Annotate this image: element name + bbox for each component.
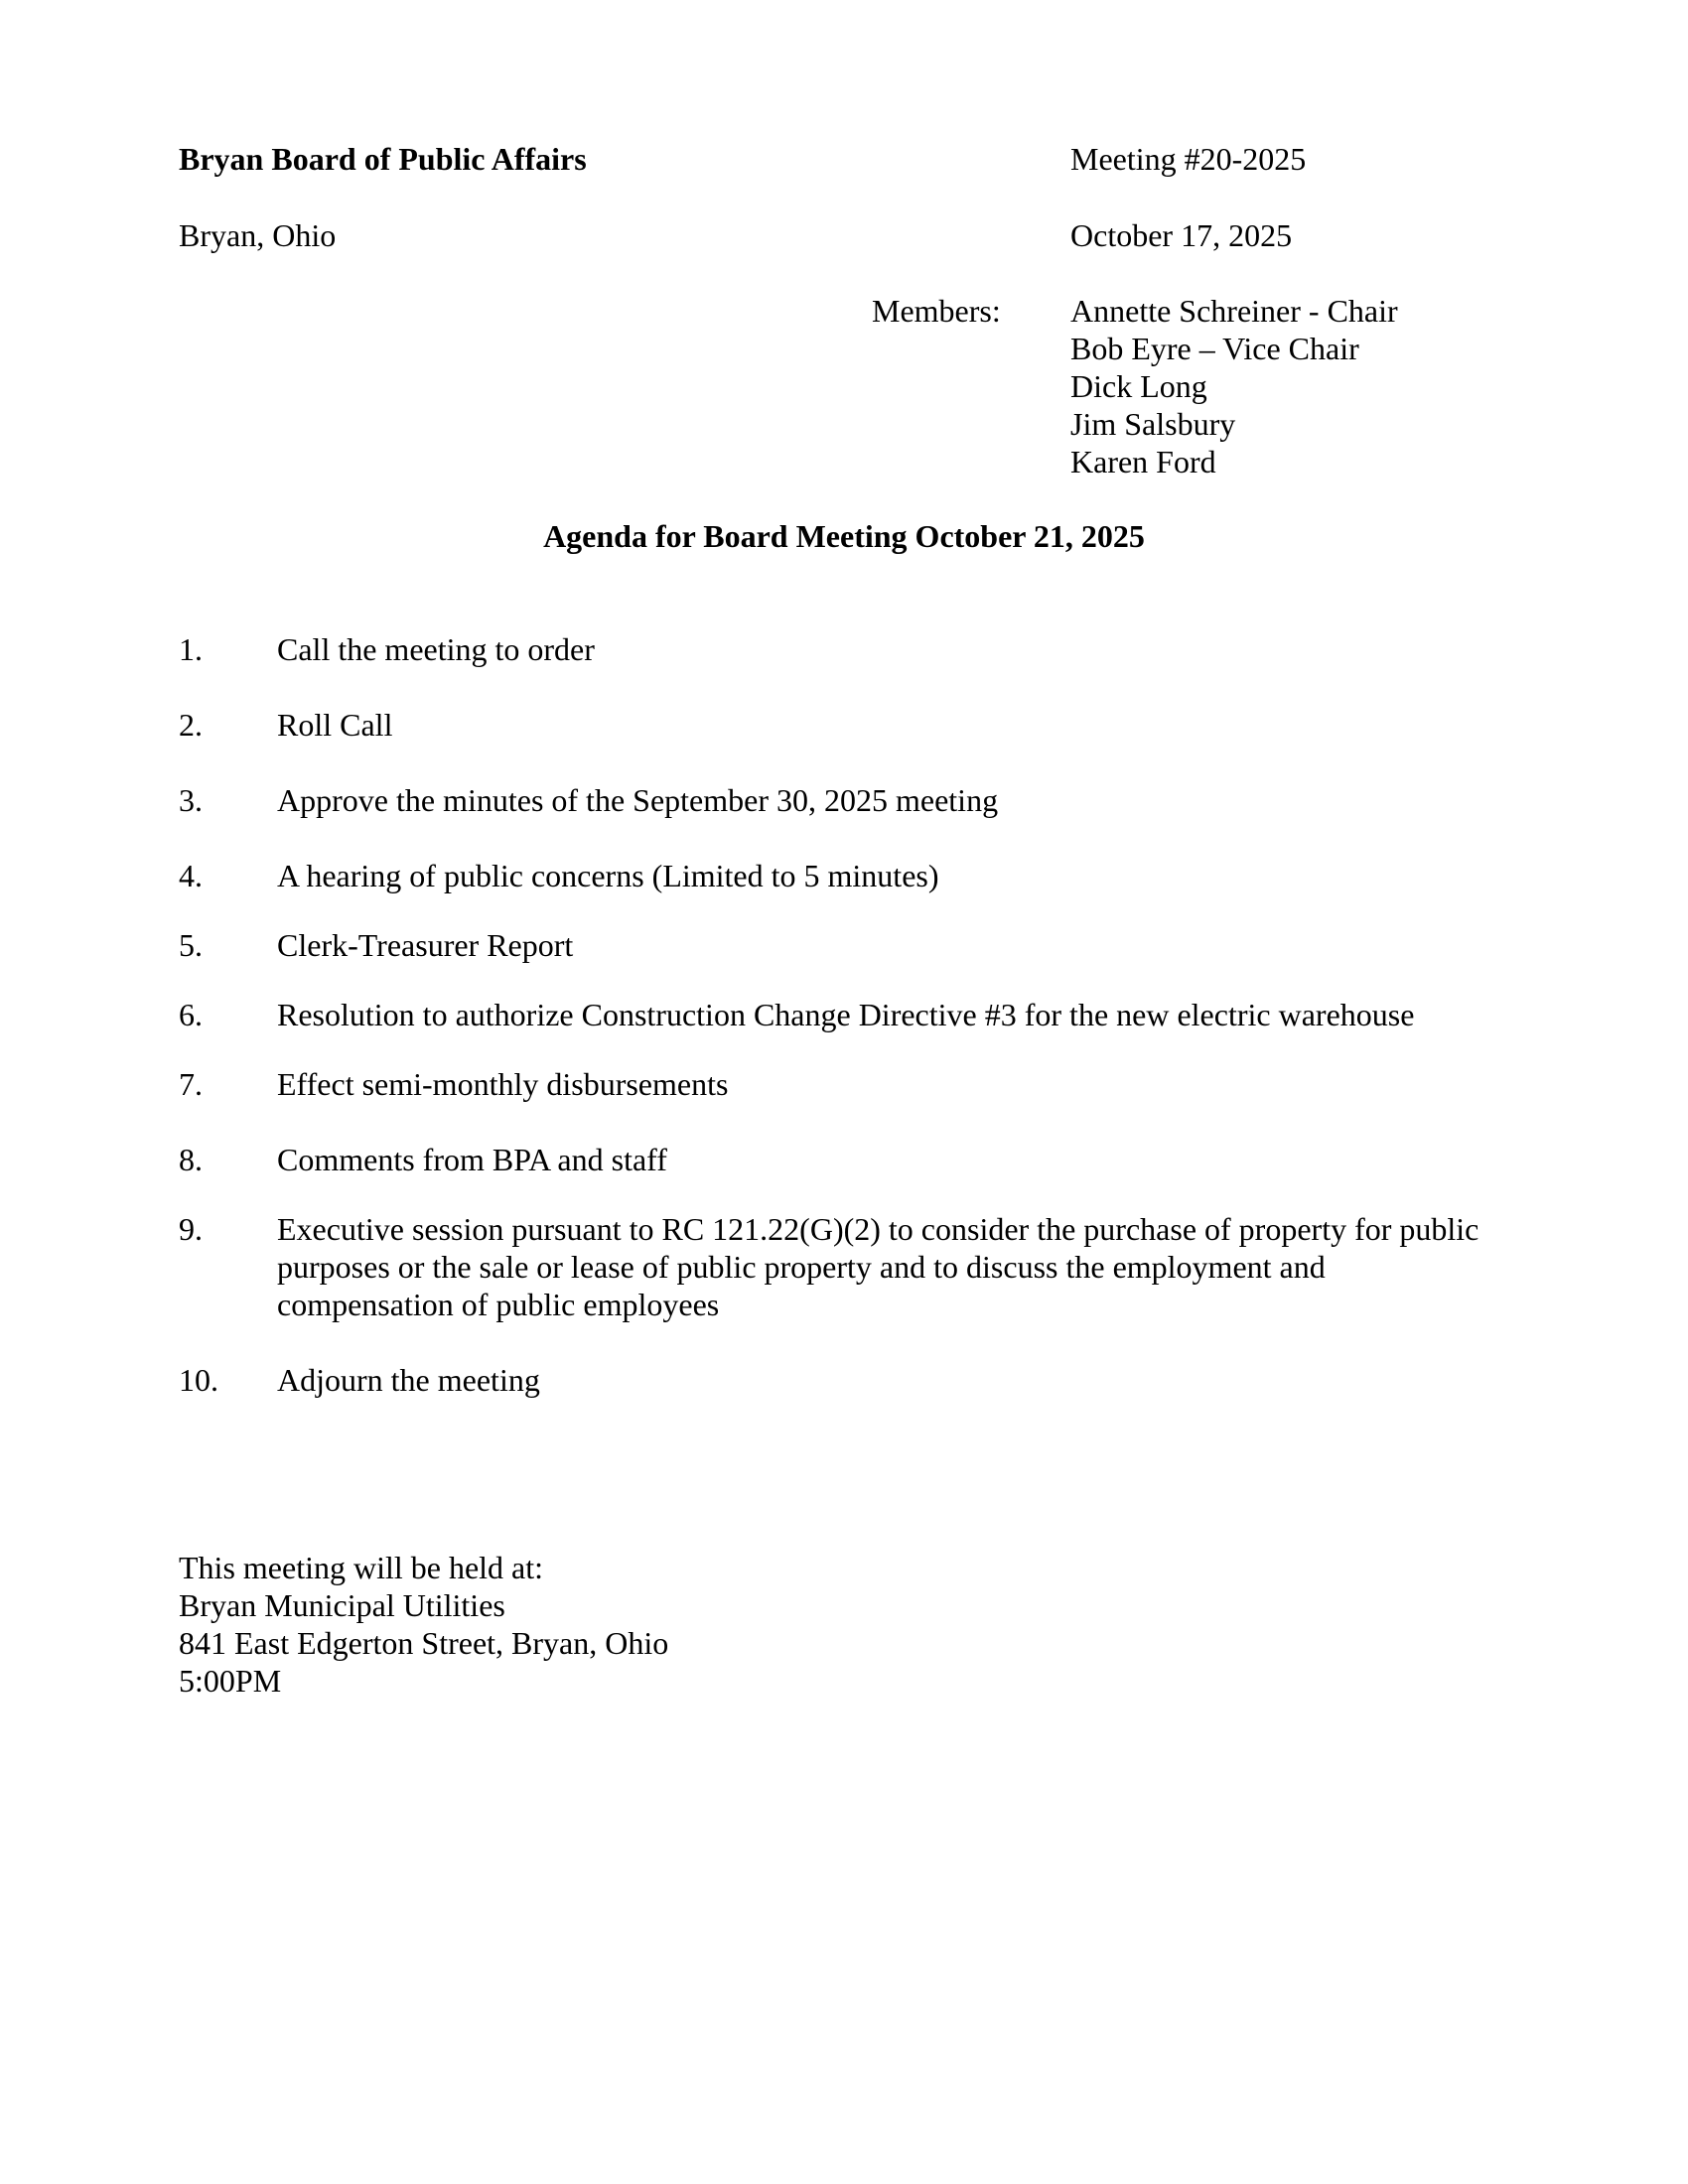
agenda-item-number: 5. <box>179 927 203 963</box>
venue-address: 841 East Edgerton Street, Bryan, Ohio <box>179 1625 669 1661</box>
agenda-item-number: 4. <box>179 858 203 893</box>
member-name: Karen Ford <box>1070 444 1216 479</box>
agenda-item-text: Adjourn the meeting <box>277 1362 540 1398</box>
agenda-item-text: Call the meeting to order <box>277 631 595 667</box>
agenda-item-number: 8. <box>179 1142 203 1177</box>
member-name: Annette Schreiner - Chair <box>1070 293 1398 329</box>
venue-intro: This meeting will be held at: <box>179 1550 544 1585</box>
notice-date: October 17, 2025 <box>1070 217 1293 253</box>
location-city: Bryan, Ohio <box>179 217 337 253</box>
agenda-item-text: Effect semi-monthly disbursements <box>277 1066 729 1102</box>
members-label: Members: <box>872 293 1001 329</box>
agenda-item-text: Resolution to authorize Construction Change Directive #3 for the new electric warehouse <box>277 997 1415 1032</box>
member-name: Bob Eyre – Vice Chair <box>1070 331 1359 366</box>
agenda-item-text: A hearing of public concerns (Limited to 5 minutes) <box>277 858 939 893</box>
agenda-item-number: 9. <box>179 1211 203 1247</box>
agenda-item-number: 2. <box>179 707 203 743</box>
venue-block <box>179 1549 668 1700</box>
agenda-item-text: Approve the minutes of the September 30, 2025 meeting <box>277 782 999 818</box>
agenda-item-number: 3. <box>179 782 203 818</box>
agenda-item-text: Roll Call <box>277 707 393 743</box>
meeting-time: 5:00PM <box>179 1663 282 1699</box>
member-name: Jim Salsbury <box>1070 406 1236 442</box>
agenda-item-text: Executive session pursuant to RC 121.22(G)(2) to consider the purchase of property for public purposes or the sale or lease of public property and to discuss the employment and compensation of public employees <box>277 1211 1479 1322</box>
agenda-item-number: 1. <box>179 631 203 667</box>
agenda-title: Agenda for Board Meeting October 21, 2025 <box>543 518 1145 554</box>
meeting-number: Meeting #20-2025 <box>1070 141 1307 177</box>
venue-name: Bryan Municipal Utilities <box>179 1587 505 1623</box>
agenda-item-number: 6. <box>179 997 203 1032</box>
organization-name: Bryan Board of Public Affairs <box>179 141 587 177</box>
member-name: Dick Long <box>1070 368 1207 404</box>
members-list <box>1070 292 1398 480</box>
agenda-item-text: Clerk-Treasurer Report <box>277 927 574 963</box>
agenda-item-text: Comments from BPA and staff <box>277 1142 667 1177</box>
agenda-item-number: 10. <box>179 1362 218 1398</box>
agenda-item-number: 7. <box>179 1066 203 1102</box>
